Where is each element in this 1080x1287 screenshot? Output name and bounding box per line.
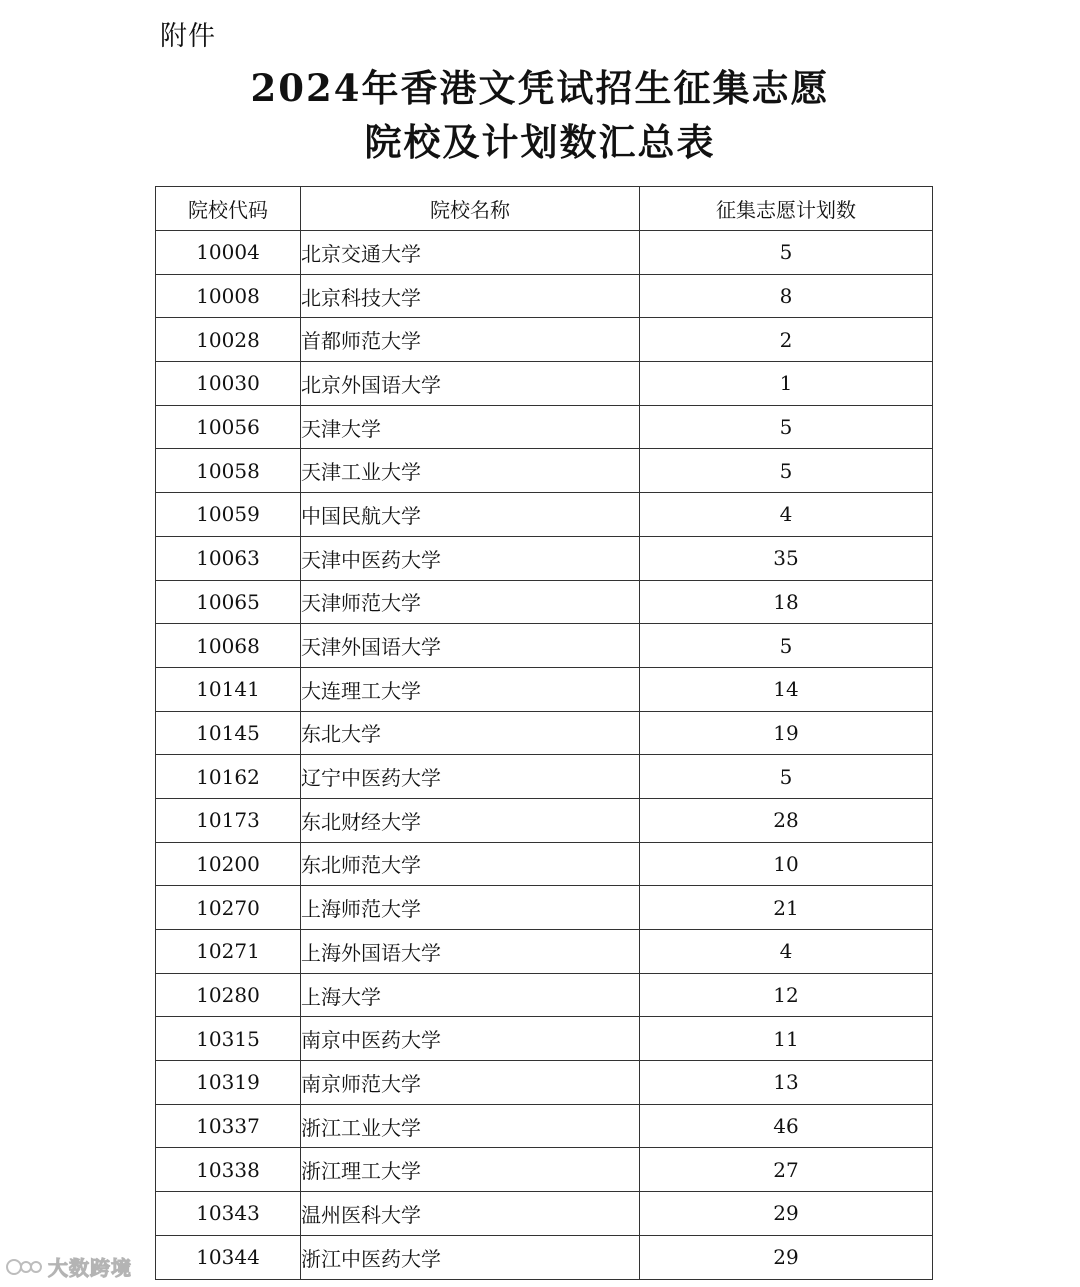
column-header-name: 院校名称	[301, 187, 640, 231]
table-row	[156, 1235, 933, 1279]
table-row	[156, 1017, 933, 1061]
cell-plan-count: 5	[640, 405, 933, 449]
cell-school-name: 上海大学	[301, 973, 640, 1017]
cell-school-name: 上海师范大学	[301, 886, 640, 930]
table-row	[156, 1148, 933, 1192]
watermark-logo-icon	[6, 1256, 44, 1278]
cell-school-name: 天津工业大学	[301, 449, 640, 493]
cell-plan-count: 29	[640, 1192, 933, 1236]
cell-school-code: 10145	[156, 711, 301, 755]
cell-plan-count: 12	[640, 973, 933, 1017]
attachment-label: 附件	[160, 21, 216, 52]
table-row	[156, 711, 933, 755]
cell-school-code: 10338	[156, 1148, 301, 1192]
cell-school-name: 北京交通大学	[301, 231, 640, 275]
document-title-line-1: 2024年香港文凭试招生征集志愿	[250, 66, 830, 110]
cell-school-name: 浙江理工大学	[301, 1148, 640, 1192]
cell-school-code: 10058	[156, 449, 301, 493]
table-row	[156, 1104, 933, 1148]
cell-school-code: 10315	[156, 1017, 301, 1061]
table-row	[156, 362, 933, 406]
cell-school-code: 10065	[156, 580, 301, 624]
cell-plan-count: 27	[640, 1148, 933, 1192]
cell-plan-count: 5	[640, 624, 933, 668]
cell-plan-count: 29	[640, 1235, 933, 1279]
cell-school-name: 上海外国语大学	[301, 930, 640, 974]
cell-school-name: 南京师范大学	[301, 1061, 640, 1105]
cell-plan-count: 2	[640, 318, 933, 362]
cell-school-name: 北京外国语大学	[301, 362, 640, 406]
cell-school-name: 首都师范大学	[301, 318, 640, 362]
cell-plan-count: 19	[640, 711, 933, 755]
cell-school-code: 10337	[156, 1104, 301, 1148]
cell-school-name: 南京中医药大学	[301, 1017, 640, 1061]
summary-table	[155, 186, 933, 1280]
table-row	[156, 755, 933, 799]
cell-plan-count: 18	[640, 580, 933, 624]
cell-school-name: 天津外国语大学	[301, 624, 640, 668]
column-header-plan: 征集志愿计划数	[640, 187, 933, 231]
cell-plan-count: 10	[640, 842, 933, 886]
cell-school-name: 辽宁中医药大学	[301, 755, 640, 799]
summary-table-container	[155, 186, 932, 1280]
cell-plan-count: 8	[640, 274, 933, 318]
cell-school-code: 10004	[156, 231, 301, 275]
cell-school-name: 大连理工大学	[301, 667, 640, 711]
document-title-line-2: 院校及计划数汇总表	[364, 120, 716, 164]
cell-school-name: 中国民航大学	[301, 493, 640, 537]
cell-plan-count: 28	[640, 798, 933, 842]
cell-plan-count: 5	[640, 231, 933, 275]
cell-plan-count: 46	[640, 1104, 933, 1148]
table-row	[156, 274, 933, 318]
cell-school-name: 北京科技大学	[301, 274, 640, 318]
cell-school-name: 天津中医药大学	[301, 536, 640, 580]
cell-plan-count: 4	[640, 930, 933, 974]
table-row	[156, 667, 933, 711]
cell-school-code: 10063	[156, 536, 301, 580]
cell-school-code: 10319	[156, 1061, 301, 1105]
cell-school-name: 浙江中医药大学	[301, 1235, 640, 1279]
cell-school-code: 10056	[156, 405, 301, 449]
table-row	[156, 449, 933, 493]
table-row	[156, 580, 933, 624]
cell-school-name: 温州医科大学	[301, 1192, 640, 1236]
cell-plan-count: 1	[640, 362, 933, 406]
table-row	[156, 973, 933, 1017]
table-row	[156, 842, 933, 886]
table-row	[156, 536, 933, 580]
column-header-code: 院校代码	[156, 187, 301, 231]
watermark	[6, 1252, 132, 1281]
table-row	[156, 231, 933, 275]
table-row	[156, 1061, 933, 1105]
table-row	[156, 624, 933, 668]
cell-school-name: 天津师范大学	[301, 580, 640, 624]
cell-school-code: 10200	[156, 842, 301, 886]
cell-school-name: 东北大学	[301, 711, 640, 755]
table-row	[156, 886, 933, 930]
watermark-text: 大数跨境	[48, 1256, 132, 1280]
table-row	[156, 930, 933, 974]
cell-school-code: 10068	[156, 624, 301, 668]
cell-school-name: 天津大学	[301, 405, 640, 449]
cell-plan-count: 5	[640, 449, 933, 493]
cell-plan-count: 5	[640, 755, 933, 799]
cell-school-code: 10141	[156, 667, 301, 711]
cell-school-code: 10270	[156, 886, 301, 930]
table-row	[156, 318, 933, 362]
table-row	[156, 405, 933, 449]
cell-school-code: 10162	[156, 755, 301, 799]
cell-plan-count: 13	[640, 1061, 933, 1105]
table-row	[156, 493, 933, 537]
cell-plan-count: 21	[640, 886, 933, 930]
cell-school-code: 10030	[156, 362, 301, 406]
cell-plan-count: 11	[640, 1017, 933, 1061]
table-body	[156, 231, 933, 1280]
cell-school-code: 10173	[156, 798, 301, 842]
cell-school-code: 10271	[156, 930, 301, 974]
cell-plan-count: 35	[640, 536, 933, 580]
cell-school-code: 10280	[156, 973, 301, 1017]
cell-school-name: 东北财经大学	[301, 798, 640, 842]
cell-plan-count: 4	[640, 493, 933, 537]
table-row	[156, 1192, 933, 1236]
table-row	[156, 798, 933, 842]
cell-school-code: 10028	[156, 318, 301, 362]
cell-school-code: 10344	[156, 1235, 301, 1279]
cell-school-code: 10343	[156, 1192, 301, 1236]
cell-plan-count: 14	[640, 667, 933, 711]
cell-school-code: 10008	[156, 274, 301, 318]
cell-school-name: 东北师范大学	[301, 842, 640, 886]
cell-school-code: 10059	[156, 493, 301, 537]
table-header-row	[156, 187, 933, 231]
cell-school-name: 浙江工业大学	[301, 1104, 640, 1148]
